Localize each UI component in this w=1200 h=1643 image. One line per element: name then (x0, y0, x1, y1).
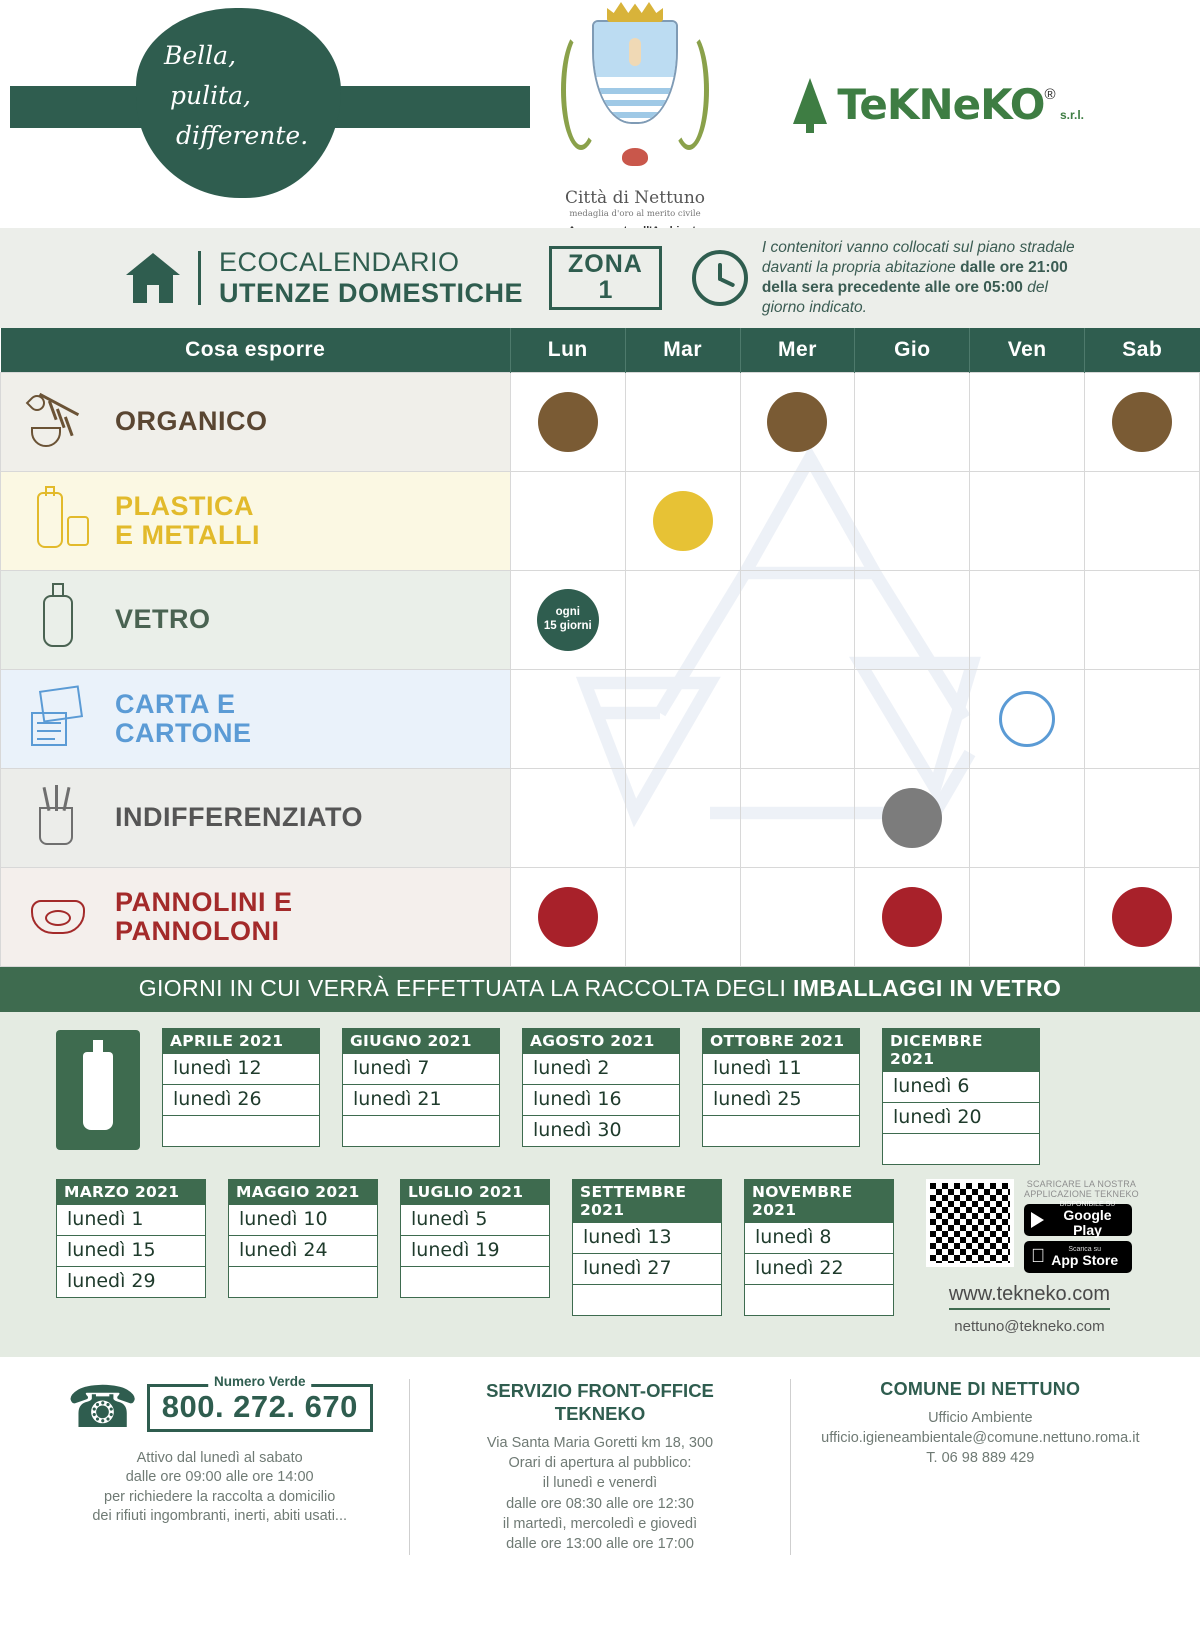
month-block-dicembre (882, 1028, 1040, 1165)
mark-dot (653, 491, 713, 551)
zone-badge (549, 246, 662, 311)
email-link[interactable]: nettuno@tekneko.com (954, 1317, 1105, 1335)
mark-dot (882, 788, 942, 848)
month-title: LUGLIO 2021 (400, 1179, 550, 1205)
glass-schedule (0, 1012, 1200, 1357)
exposure-note-line4: del giorno indicato. (761, 279, 1048, 317)
cell-indiff-mar (625, 768, 740, 867)
tekneko-registered: ® (1044, 86, 1056, 103)
cell-organico-sab (1085, 372, 1200, 471)
exposure-note-bold1: dalle ore 21:00 della (761, 258, 1068, 296)
month-date: lunedì 15 (56, 1236, 206, 1267)
month-date: lunedì 27 (572, 1254, 722, 1285)
glass-bottle-illustration (56, 1030, 140, 1150)
month-date: lunedì 11 (702, 1054, 860, 1085)
office-hours-title: Orari di apertura al pubblico: (508, 1455, 692, 1472)
month-block-marzo (56, 1179, 206, 1298)
header-day-mar: Mar (625, 328, 740, 372)
month-date: lunedì 30 (522, 1116, 680, 1147)
month-title: MAGGIO 2021 (228, 1179, 378, 1205)
row-label-carta (1, 669, 511, 768)
mark-dot (1112, 392, 1172, 452)
glass-banner-highlight: IMBALLAGGI IN VETRO (793, 974, 1062, 1001)
mark-dot (767, 392, 827, 452)
cell-vetro-ven (970, 570, 1085, 669)
glass-months-row-1 (56, 1028, 1144, 1165)
header-day-ven: Ven (970, 328, 1085, 372)
google-play-label: Google Play (1063, 1207, 1112, 1238)
cell-plastica-lun (510, 471, 625, 570)
cell-indiff-ven (970, 768, 1085, 867)
table-row (1, 471, 1200, 570)
city-crest (545, 0, 725, 237)
green-note-line4: dei rifiuti ingombranti, inerti, abiti usati... (92, 1508, 347, 1525)
office-title-line2: TEKNEKO (554, 1402, 646, 1424)
cell-vetro-gio (855, 570, 970, 669)
tekneko-logo (793, 78, 1084, 129)
cell-plastica-mar (625, 471, 740, 570)
zone-value: 1 (598, 276, 613, 304)
row-label-plastica (1, 471, 511, 570)
header-day-sab: Sab (1085, 328, 1200, 372)
page-title-line2: UTENZE DOMESTICHE (219, 278, 524, 308)
month-date: lunedì 13 (572, 1223, 722, 1254)
diaper-icon (21, 882, 97, 952)
table-row (1, 372, 1200, 471)
month-title: OTTOBRE 2021 (702, 1028, 860, 1054)
cell-plastica-mer (740, 471, 855, 570)
header-day-lun: Lun (510, 328, 625, 372)
mark-ring (999, 691, 1055, 747)
zone-label: ZONA (568, 249, 643, 278)
ribbon-icon (622, 148, 648, 166)
app-download-block (920, 1179, 1139, 1335)
month-title: GIUGNO 2021 (342, 1028, 500, 1054)
month-date: lunedì 5 (400, 1205, 550, 1236)
app-store-label: App Store (1037, 1251, 1104, 1268)
month-title: MARZO 2021 (56, 1179, 206, 1205)
app-store-small: Scarica su (1054, 1245, 1087, 1253)
app-caption-line1: SCARICARE LA NOSTRA (1026, 1178, 1137, 1189)
cell-pann-gio (855, 867, 970, 966)
crown-icon (607, 2, 663, 22)
row-name-vetro: VETRO (115, 604, 211, 635)
row-label-organico (1, 372, 511, 471)
mark-every-15-days (537, 589, 599, 651)
month-title: DICEMBRE 2021 (882, 1028, 1040, 1072)
play-triangle-icon (1031, 1212, 1044, 1228)
row-name-carta-line2: CARTONE (115, 717, 252, 748)
table-row (1, 669, 1200, 768)
footer-front-office (409, 1379, 789, 1555)
month-title: APRILE 2021 (162, 1028, 320, 1054)
office-title-line1: SERVIZIO FRONT-OFFICE (486, 1379, 714, 1401)
month-date: lunedì 1 (56, 1205, 206, 1236)
month-date: lunedì 25 (702, 1085, 860, 1116)
month-date-empty (342, 1116, 500, 1147)
cell-pann-mer (740, 867, 855, 966)
fishbone-icon (21, 387, 97, 457)
month-date: lunedì 20 (882, 1103, 1040, 1134)
month-date: lunedì 2 (522, 1054, 680, 1085)
row-label-vetro (1, 570, 511, 669)
cell-plastica-gio (855, 471, 970, 570)
cell-plastica-sab (1085, 471, 1200, 570)
month-date: lunedì 7 (342, 1054, 500, 1085)
month-date-empty (400, 1267, 550, 1298)
glass-collection-banner (0, 967, 1200, 1012)
green-note-line1: Attivo dal lunedì al sabato (136, 1449, 303, 1466)
page-title-line1: ECOCALENDARIO (219, 247, 460, 277)
header-day-mer: Mer (740, 328, 855, 372)
table-row (1, 570, 1200, 669)
cell-indiff-mer (740, 768, 855, 867)
comune-phone: T. 06 98 889 429 (926, 1450, 1035, 1467)
month-date-empty (228, 1267, 378, 1298)
month-date: lunedì 12 (162, 1054, 320, 1085)
row-label-indifferenziato (1, 768, 511, 867)
crest-subtitle: medaglia d'oro al merito civile (569, 209, 701, 219)
header-cosa-esporre: Cosa esporre (1, 328, 511, 372)
cell-organico-ven (970, 372, 1085, 471)
month-date-empty (882, 1134, 1040, 1165)
cell-pann-ven (970, 867, 1085, 966)
month-title: AGOSTO 2021 (522, 1028, 680, 1054)
month-date-empty (702, 1116, 860, 1147)
month-title: SETTEMBRE 2021 (572, 1179, 722, 1223)
office-hours-line3: il martedì, mercoledì e giovedì (502, 1515, 698, 1532)
header-day-gio: Gio (855, 328, 970, 372)
green-number-caption: Numero Verde (208, 1374, 312, 1389)
glass-banner-text: GIORNI IN CUI VERRÀ EFFETTUATA LA RACCOLTA DEGLI (138, 974, 794, 1001)
phone-icon: ☎ (66, 1374, 139, 1440)
month-block-giugno (342, 1028, 500, 1147)
month-block-ottobre (702, 1028, 860, 1147)
every15-line1: ogni (555, 606, 580, 619)
cell-carta-sab (1085, 669, 1200, 768)
website-link[interactable]: www.tekneko.com (949, 1283, 1110, 1310)
footer-comune (790, 1379, 1170, 1555)
cell-indiff-gio (855, 768, 970, 867)
bottle-can-icon (21, 486, 97, 556)
month-block-agosto (522, 1028, 680, 1147)
month-date-empty (744, 1285, 894, 1316)
page-title (219, 247, 523, 309)
cell-pann-lun (510, 867, 625, 966)
row-name-plastica-line2: E METALLI (115, 519, 260, 550)
office-hours-line1: il lunedì e venerdì (542, 1475, 658, 1492)
month-date: lunedì 10 (228, 1205, 378, 1236)
cell-vetro-sab (1085, 570, 1200, 669)
row-name-indifferenziato: INDIFFERENZIATO (115, 802, 363, 833)
table-row (1, 768, 1200, 867)
glass-bottle-icon (21, 585, 97, 655)
comune-email[interactable]: ufficio.igieneambientale@comune.nettuno.roma.it (821, 1429, 1140, 1446)
mark-dot (882, 887, 942, 947)
month-date: lunedì 19 (400, 1236, 550, 1267)
cell-organico-gio (855, 372, 970, 471)
exposure-note (762, 238, 1082, 319)
office-hours-line4: dalle ore 13:00 alle ore 17:00 (506, 1536, 694, 1553)
month-date: lunedì 22 (744, 1254, 894, 1285)
row-name-pannolini-line2: PANNOLONI (115, 915, 280, 946)
office-address: Via Santa Maria Goretti km 18, 300 (486, 1434, 714, 1451)
mark-dot (538, 392, 598, 452)
cell-vetro-lun (510, 570, 625, 669)
month-block-aprile (162, 1028, 320, 1147)
every15-line2: 15 giorni (543, 619, 592, 632)
month-date: lunedì 26 (162, 1085, 320, 1116)
cell-carta-ven (970, 669, 1085, 768)
green-note-line3: per richiedere la raccolta a domicilio (104, 1488, 336, 1505)
page-footer (0, 1357, 1200, 1581)
row-name-organico: ORGANICO (115, 406, 268, 437)
cell-carta-gio (855, 669, 970, 768)
office-hours-line2: dalle ore 08:30 alle ore 12:30 (506, 1495, 694, 1512)
calendar-header-row (1, 328, 1200, 372)
cell-carta-lun (510, 669, 625, 768)
qr-code[interactable] (926, 1179, 1014, 1267)
cell-indiff-sab (1085, 768, 1200, 867)
cell-pann-mar (625, 867, 740, 966)
campaign-logo-line1: Bella, (164, 41, 237, 70)
row-label-pannolini (1, 867, 511, 966)
cell-organico-mer (740, 372, 855, 471)
campaign-logo-line2: pulita, (170, 81, 251, 110)
cell-indiff-lun (510, 768, 625, 867)
exposure-note-bold2: sera precedente alle ore 05:00 (801, 279, 1023, 296)
divider (198, 251, 201, 305)
exposure-note-line2: piano stradale davanti la propria (761, 238, 1075, 276)
app-caption-line2: APPLICAZIONE TEKNEKO (1024, 1188, 1139, 1199)
row-name-plastica-line1: PLASTICA (115, 491, 254, 522)
month-date: lunedì 6 (882, 1072, 1040, 1103)
house-icon (126, 253, 180, 303)
cell-organico-lun (510, 372, 625, 471)
crest-title: Città di Nettuno (564, 188, 706, 208)
tree-icon (793, 78, 827, 124)
campaign-logo-line3: differente. (176, 121, 309, 150)
apple-icon (1031, 1247, 1045, 1266)
google-play-badge[interactable] (1024, 1201, 1132, 1238)
comune-title: COMUNE DI NETTUNO (880, 1378, 1081, 1399)
month-block-novembre (744, 1179, 894, 1316)
cell-vetro-mer (740, 570, 855, 669)
mark-dot (538, 887, 598, 947)
cell-organico-mar (625, 372, 740, 471)
month-date: lunedì 16 (522, 1085, 680, 1116)
month-block-maggio (228, 1179, 378, 1298)
tekneko-srl: s.r.l. (1059, 108, 1084, 122)
month-block-settembre (572, 1179, 722, 1316)
month-date-empty (162, 1116, 320, 1147)
row-name-carta-line1: CARTA E (115, 689, 236, 720)
month-date: lunedì 21 (342, 1085, 500, 1116)
clock-icon (692, 250, 748, 306)
green-note-line2: dalle ore 09:00 alle ore 14:00 (125, 1469, 314, 1486)
green-number-value[interactable]: 800. 272. 670 (161, 1388, 358, 1424)
cutlery-cup-icon (21, 783, 97, 853)
calendar-table (0, 328, 1200, 967)
month-date-empty (572, 1285, 722, 1316)
month-date: lunedì 8 (744, 1223, 894, 1254)
page-header (26, 0, 1174, 228)
month-title: NOVEMBRE 2021 (744, 1179, 894, 1223)
paper-carton-icon (21, 684, 97, 754)
row-name-pannolini-line1: PANNOLINI E (115, 887, 293, 918)
subheader-bar (0, 228, 1200, 328)
footer-green-number (30, 1373, 409, 1555)
comune-department: Ufficio Ambiente (928, 1409, 1033, 1426)
cell-carta-mar (625, 669, 740, 768)
exposure-note-line3: abitazione (885, 258, 961, 276)
tekneko-wordmark: TeKNeKO (837, 80, 1045, 129)
month-date: lunedì 29 (56, 1267, 206, 1298)
cell-plastica-ven (970, 471, 1085, 570)
glass-months-row-2 (56, 1179, 1144, 1335)
table-row (1, 867, 1200, 966)
campaign-logo (136, 8, 341, 198)
mark-dot (1112, 887, 1172, 947)
month-date: lunedì 24 (228, 1236, 378, 1267)
collection-calendar (0, 328, 1200, 967)
cell-vetro-mar (625, 570, 740, 669)
google-play-small: DISPONIBILE SU (1059, 1201, 1116, 1209)
cell-pann-sab (1085, 867, 1200, 966)
exposure-note-line1: I contenitori vanno collocati sul (761, 238, 973, 256)
month-block-luglio (400, 1179, 550, 1298)
crest-shield-icon (592, 20, 678, 124)
app-store-badge[interactable] (1024, 1241, 1132, 1273)
cell-carta-mer (740, 669, 855, 768)
